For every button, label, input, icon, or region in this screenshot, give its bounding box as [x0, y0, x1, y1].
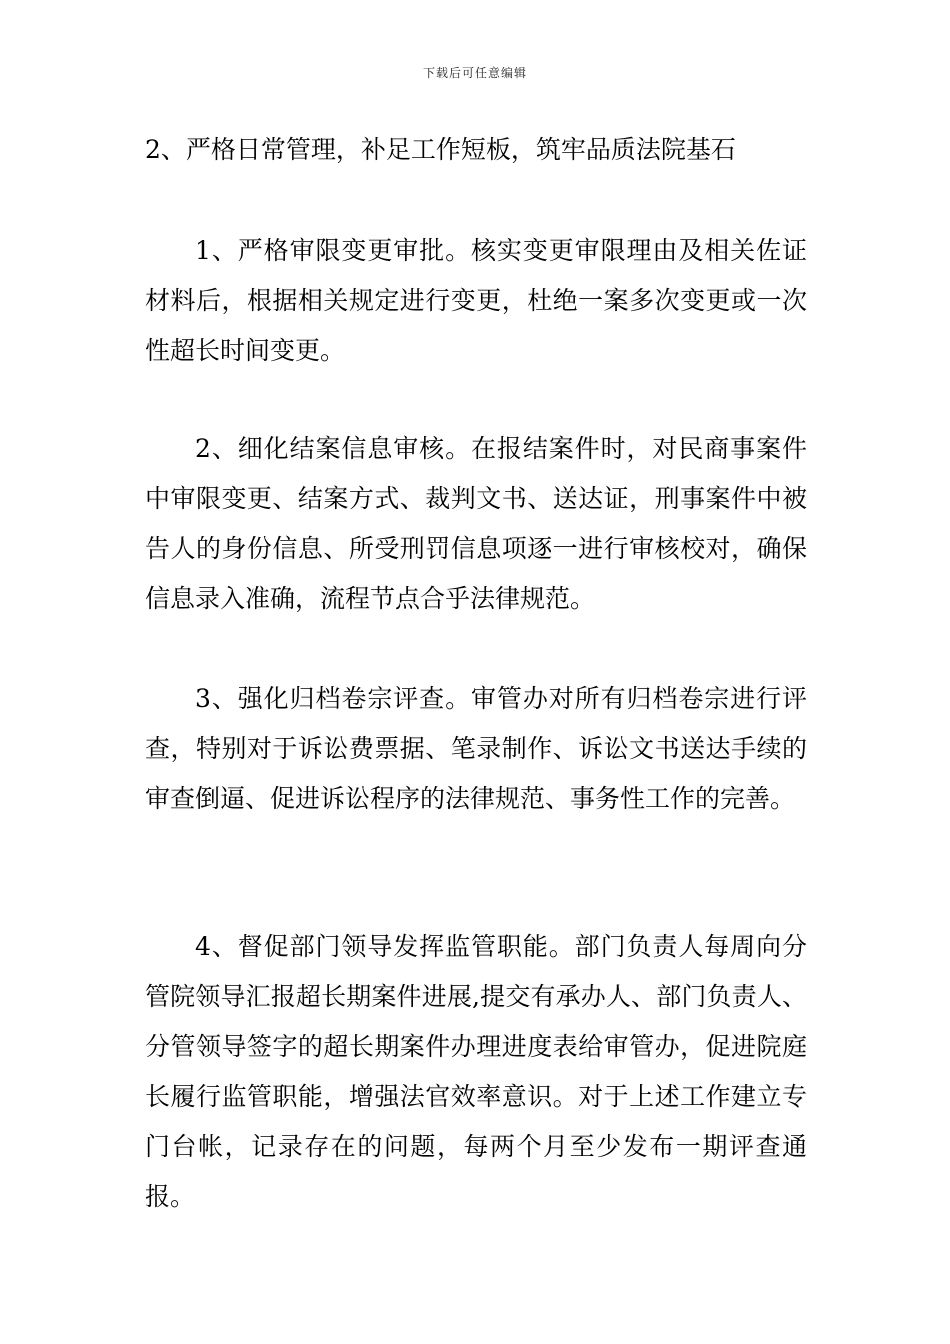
paragraph-1: 1、严格审限变更审批。核实变更审限理由及相关佐证材料后，根据相关规定进行变更，杜绝一案多次变更或一次性超长时间变更。 [145, 236, 807, 365]
paragraph-4: 4、督促部门领导发挥监管职能。部门负责人每周向分管院领导汇报超长期案件进展,提交有承办人、部门负责人、分管领导签字的超长期案件办理进度表给审管办，促进院庭长履行监管职能，增强法官效率意识。对于上述工作建立专门台帐，记录存在的问题，每两个月至少发布一期评查通报。 [145, 932, 807, 1211]
header-note: 下载后可任意编辑 [422, 66, 527, 80]
paragraph-3: 3、强化归档卷宗评查。审管办对所有归档卷宗进行评查，特别对于诉讼费票据、笔录制作、诉讼文书送达手续的审查倒逼、促进诉讼程序的法律规范、事务性工作的完善。 [145, 684, 807, 813]
paragraph-2: 2、细化结案信息审核。在报结案件时，对民商事案件中审限变更、结案方式、裁判文书、送达证，刑事案件中被告人的身份信息、所受刑罚信息项逐一进行审核校对，确保信息录入准确，流程节点合乎法律规范。 [145, 434, 807, 613]
section-heading: 2、严格日常管理，补足工作短板，筑牢品质法院基石 [145, 135, 736, 164]
